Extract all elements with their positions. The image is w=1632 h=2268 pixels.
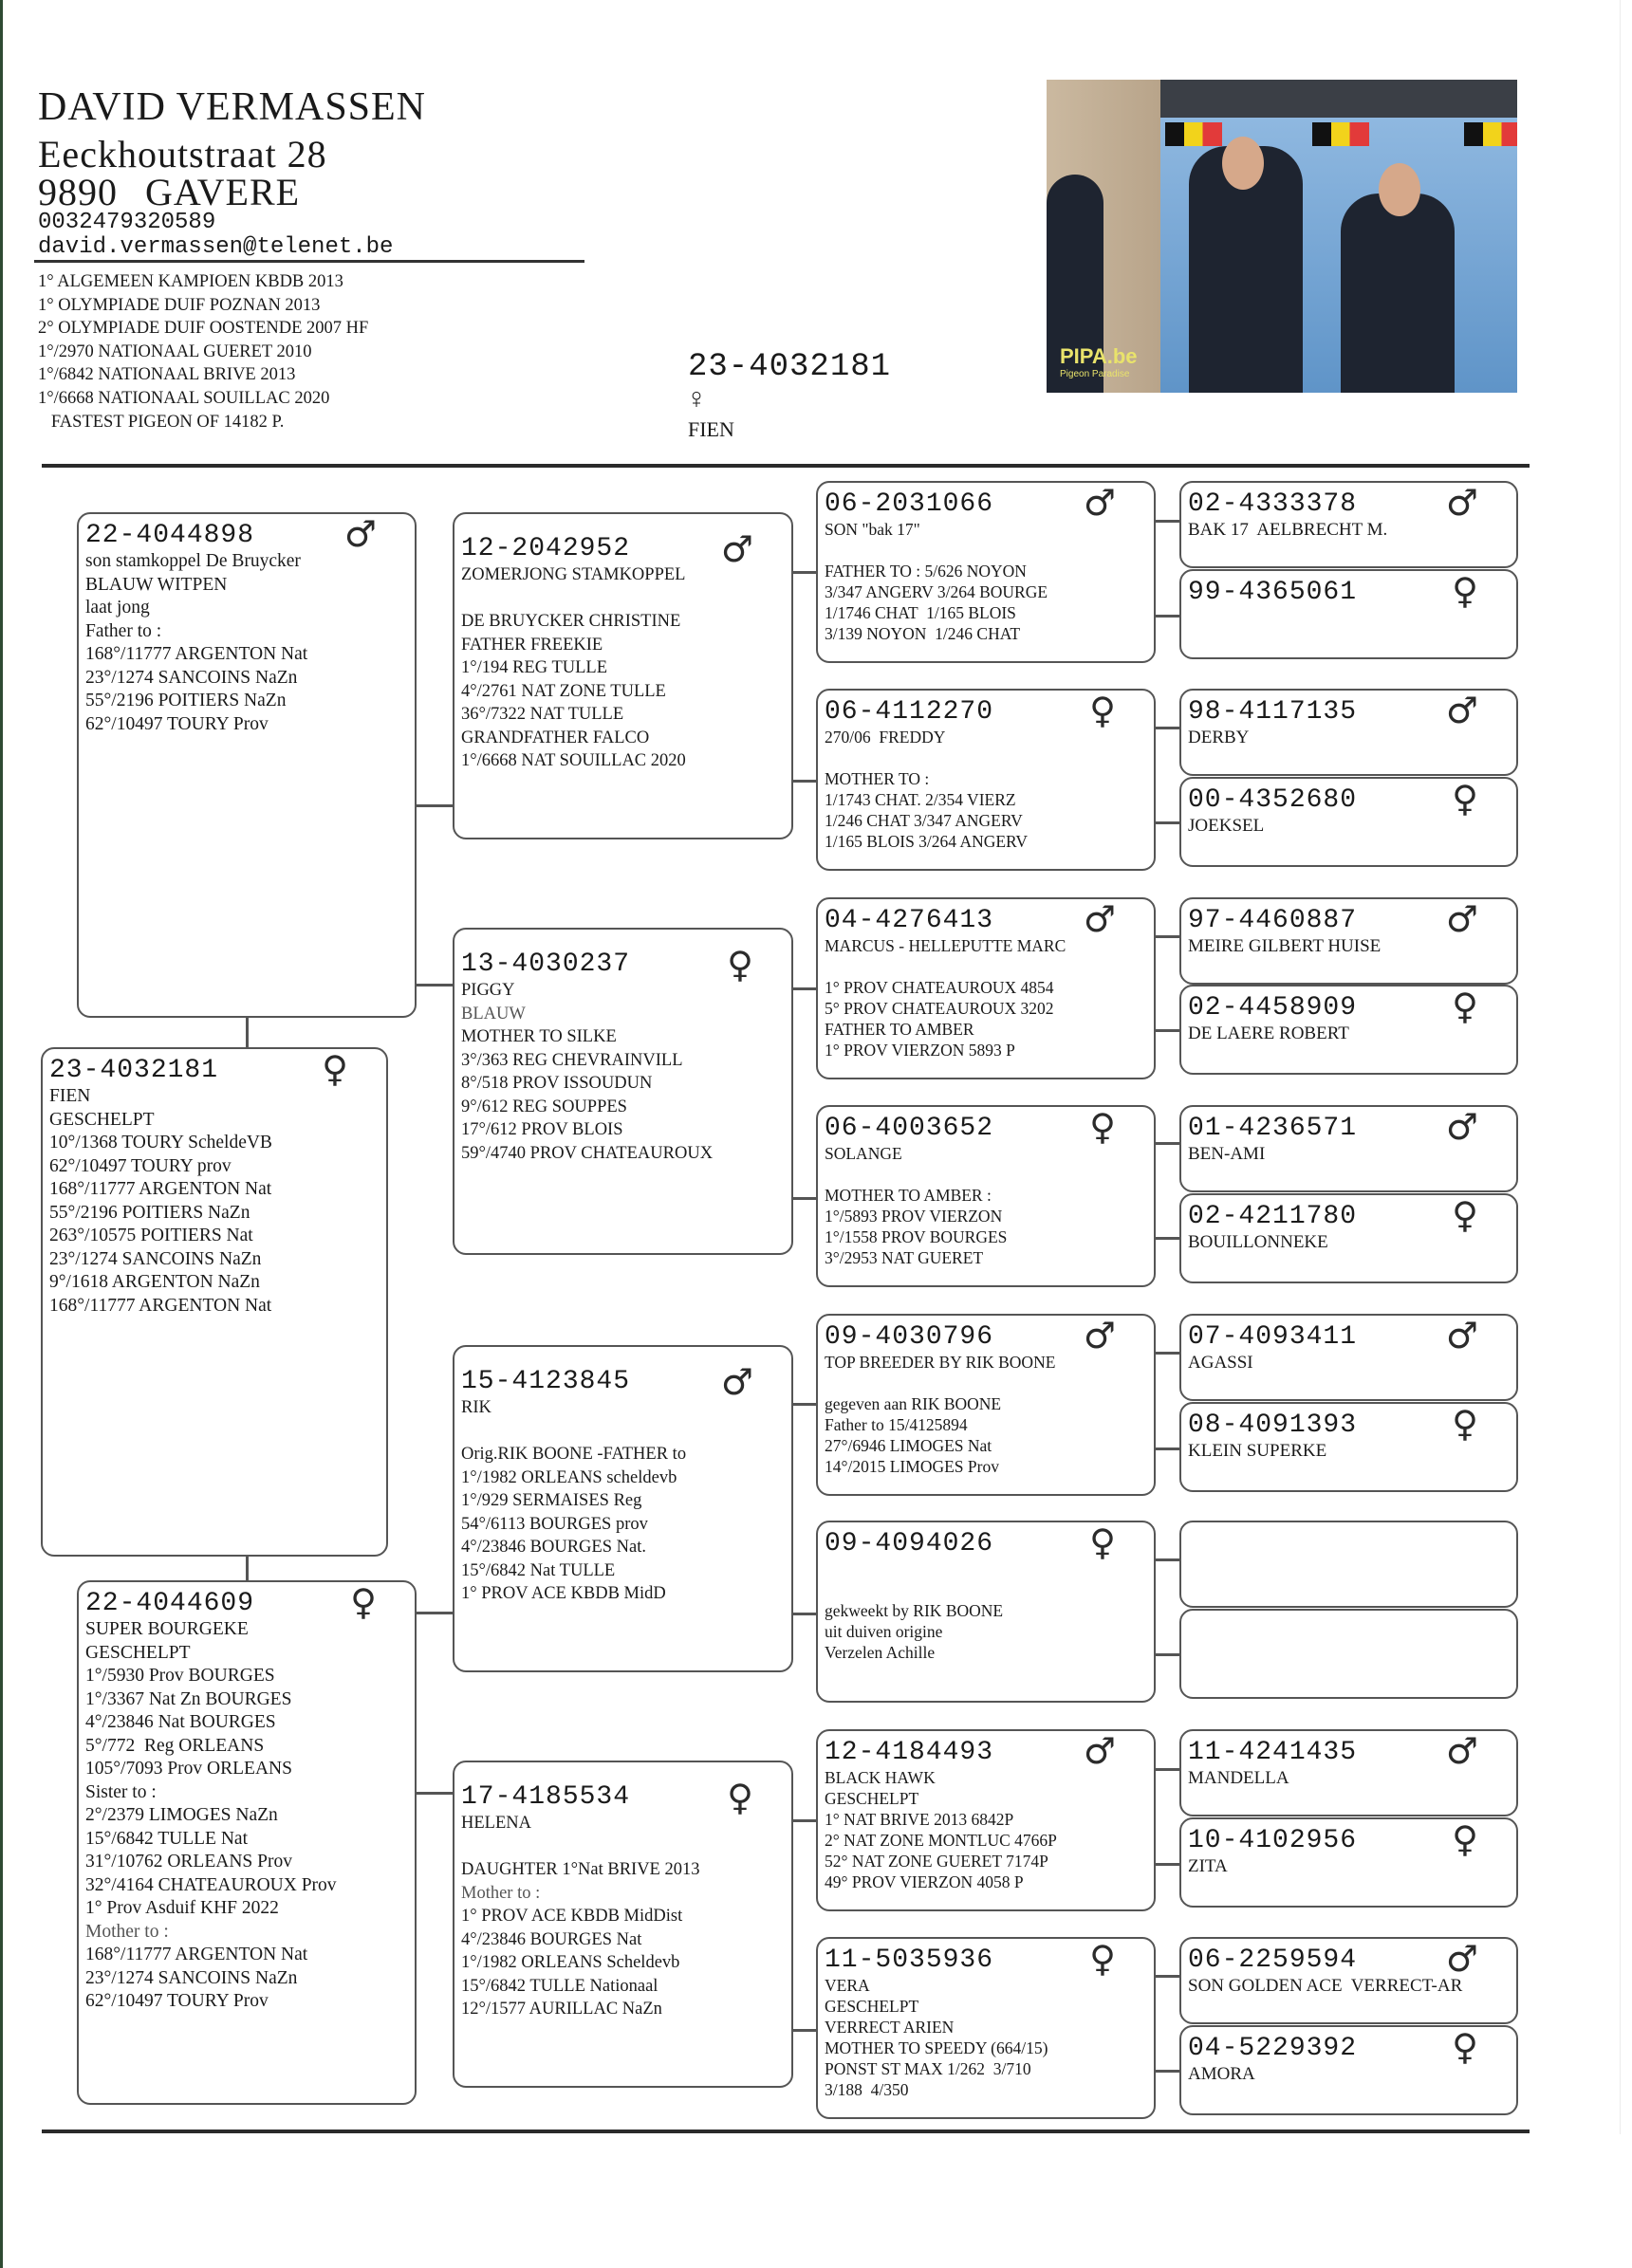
pedigree-box-gen5-13[interactable]: [1179, 1729, 1518, 1816]
ring-number: 06-4003652: [825, 1114, 994, 1143]
detail-line: Sister to :: [85, 1781, 157, 1802]
detail-line: 1/1743 CHAT. 2/354 VIERZ: [825, 790, 1016, 809]
detail-line: Mother to :: [85, 1921, 169, 1942]
connector-line: [246, 1017, 249, 1049]
pedigree-box-gen5-3[interactable]: [1179, 689, 1518, 776]
female-icon: ♀: [350, 1581, 377, 1623]
connector-line: [415, 984, 453, 986]
female-icon: ♀: [1089, 690, 1116, 731]
pedigree-box-gen4-2[interactable]: [816, 689, 1156, 871]
female-icon: ♀: [1452, 1194, 1478, 1236]
detail-line: FATHER FREEKIE: [461, 635, 603, 655]
detail-line: GESCHELPT: [825, 1789, 919, 1808]
detail-line: DE BRUYCKER CHRISTINE: [461, 612, 681, 631]
detail-line: 10°/1368 TOURY ScheldeVB: [49, 1133, 272, 1152]
detail-line: 1/1746 CHAT 1/165 BLOIS: [825, 603, 1016, 622]
pedigree-box-gen5-16[interactable]: [1179, 2025, 1518, 2115]
detail-line: 168°/11777 ARGENTON Nat: [85, 644, 308, 664]
detail-line: gegeven aan RIK BOONE: [825, 1394, 1002, 1413]
detail-line: GESCHELPT: [49, 1109, 155, 1130]
pedigree-box-gen5-15[interactable]: [1179, 1937, 1518, 2024]
detail-line: [825, 1373, 1144, 1393]
connector-line: [246, 1554, 249, 1582]
achievement-item: 1°/6842 NATIONAAL BRIVE 2013: [38, 365, 296, 385]
detail-line: laat jong: [85, 598, 150, 618]
detail-line: 4°/2761 NAT ZONE TULLE: [461, 681, 666, 701]
pipa-logo-text: PIPA.be: [1060, 344, 1138, 368]
connector-line: [1154, 1237, 1180, 1240]
detail-line: 168°/11777 ARGENTON Nat: [85, 1945, 308, 1964]
detail-line: BEN-AMI: [1188, 1144, 1266, 1164]
detail-line: 31°/10762 ORLEANS Prov: [85, 1852, 292, 1872]
header-divider: [34, 260, 584, 263]
detail-line: Father to 15/4125894: [825, 1415, 968, 1434]
detail-line: 23°/1274 SANCOINS NaZn: [49, 1248, 262, 1269]
detail-line: SON GOLDEN ACE VERRECT-AR: [1188, 1976, 1463, 1996]
detail-line: GESCHELPT: [825, 1997, 919, 2016]
achievement-item: 1° OLYMPIADE DUIF POZNAN 2013: [38, 295, 321, 315]
detail-line: 105°/7093 Prov ORLEANS: [85, 1759, 292, 1779]
connector-line: [791, 1819, 818, 1822]
pedigree-box-sire[interactable]: [77, 512, 417, 1018]
ring-number: 06-2259594: [1188, 1945, 1358, 1975]
pedigree-box-subject[interactable]: [41, 1047, 388, 1557]
detail-line: ZOMERJONG STAMKOPPEL: [461, 565, 686, 584]
detail-line: 27°/6946 LIMOGES Nat: [825, 1436, 992, 1455]
achievement-item: 1°/2970 NATIONAAL GUERET 2010: [38, 341, 312, 361]
ring-number: 12-2042952: [461, 534, 631, 563]
ring-number: 11-5035936: [825, 1945, 994, 1975]
detail-line: 23°/1274 SANCOINS NaZn: [85, 667, 298, 688]
detail-line: MOTHER TO AMBER :: [825, 1186, 992, 1205]
female-icon: ♀: [727, 1777, 753, 1818]
belgian-flag-icon: [1312, 122, 1369, 146]
detail-line: 3/347 ANGERV 3/264 BOURGE: [825, 582, 1048, 601]
detail-line: 15°/6842 TULLE Nationaal: [461, 1976, 658, 1996]
connector-line: [1154, 1447, 1180, 1450]
box-details: [825, 519, 1144, 644]
detail-line: son stamkoppel De Bruycker: [85, 551, 301, 571]
detail-line: 270/06 FREDDY: [825, 728, 946, 747]
box-details: [461, 1396, 782, 1606]
male-icon: ♂: [1445, 1106, 1478, 1148]
box-details: [825, 1767, 1144, 1892]
detail-line: FATHER TO : 5/626 NOYON: [825, 562, 1027, 581]
detail-line: DAUGHTER 1°Nat BRIVE 2013: [461, 1860, 700, 1879]
male-icon: ♂: [343, 513, 377, 555]
detail-line: 62°/10497 TOURY Prov: [85, 713, 269, 734]
achievements-list: [38, 270, 368, 433]
pedigree-box-gen5-1[interactable]: [1179, 481, 1518, 568]
achievement-item: 1°/6668 NATIONAAL SOUILLAC 2020: [38, 388, 330, 408]
detail-line: Orig.RIK BOONE -FATHER to: [461, 1445, 687, 1464]
male-icon: ♂: [1445, 1938, 1478, 1980]
detail-line: 32°/4164 CHATEAUROUX Prov: [85, 1874, 337, 1895]
ring-number: 06-2031066: [825, 489, 994, 519]
detail-line: [461, 1835, 782, 1859]
pedigree-box-dam[interactable]: [77, 1580, 417, 2105]
achievement-item: 1° ALGEMEEN KAMPIOEN KBDB 2013: [38, 272, 343, 291]
male-icon: ♂: [1083, 1730, 1116, 1772]
pedigree-box-gen5-5[interactable]: [1179, 897, 1518, 985]
male-icon: ♂: [1445, 1730, 1478, 1772]
photo-face: [1222, 137, 1264, 190]
pedigree-box-gen5-7[interactable]: [1179, 1105, 1518, 1192]
pedigree-box-gen5-8[interactable]: [1179, 1193, 1518, 1283]
detail-line: 1°/1982 ORLEANS Scheldevb: [461, 1953, 680, 1972]
female-icon: ♀: [322, 1048, 348, 1090]
male-icon: ♂: [720, 1361, 753, 1403]
detail-line: GESCHELPT: [85, 1642, 191, 1663]
connector-line: [1154, 1029, 1180, 1032]
breeder-email[interactable]: david.vermassen@telenet.be: [38, 234, 394, 260]
subject-name: FIEN: [688, 417, 734, 441]
male-icon: ♂: [1445, 482, 1478, 524]
female-icon: ♀: [1452, 1403, 1478, 1445]
male-icon: ♂: [1445, 690, 1478, 731]
detail-line: 3°/363 REG CHEVRAINVILL: [461, 1050, 683, 1070]
ring-number: 12-4184493: [825, 1738, 994, 1767]
pedigree-box-gen5-6[interactable]: [1179, 985, 1518, 1075]
box-details: [825, 935, 1144, 1060]
ring-number: 00-4352680: [1188, 785, 1358, 815]
detail-line: gekweekt by RIK BOONE: [825, 1601, 1004, 1620]
scan-edge-right: [1620, 0, 1621, 2134]
belgian-flag-icon: [1165, 122, 1222, 146]
pedigree-box-gen4-4[interactable]: [816, 1105, 1156, 1287]
ring-number: 99-4365061: [1188, 578, 1358, 607]
detail-line: MOTHER TO SPEEDY (664/15): [825, 2038, 1048, 2057]
connector-line: [1154, 1768, 1180, 1771]
breeder-street: Eeckhoutstraat 28: [38, 133, 327, 175]
detail-line: 1° PROV CHATEAUROUX 4854: [825, 978, 1054, 997]
pedigree-bottom-rule: [42, 2130, 1530, 2133]
detail-line: 1° Prov Asduif KHF 2022: [85, 1898, 279, 1918]
achievement-item: FASTEST PIGEON OF 14182 P.: [38, 412, 285, 432]
subject-label: [688, 351, 891, 442]
detail-line: [825, 956, 1144, 977]
connector-line: [1154, 727, 1180, 729]
pedigree-box-gen3-3[interactable]: [453, 1345, 793, 1672]
detail-line: 1°/5893 PROV VIERZON: [825, 1207, 1003, 1226]
detail-line: 1°/3367 Nat Zn BOURGES: [85, 1688, 292, 1709]
detail-line: BLAUW WITPEN: [85, 574, 228, 595]
detail-line: BOUILLONNEKE: [1188, 1232, 1328, 1252]
achievement-item: 2° OLYMPIADE DUIF OOSTENDE 2007 HF: [38, 319, 369, 339]
detail-line: 15°/6842 TULLE Nat: [85, 1828, 248, 1849]
male-icon: ♂: [720, 528, 753, 570]
detail-line: 2°/2379 LIMOGES NaZn: [85, 1805, 278, 1825]
detail-line: 263°/10575 POITIERS Nat: [49, 1226, 253, 1245]
detail-line: Father to :: [85, 620, 162, 641]
detail-line: TOP BREEDER BY RIK BOONE: [825, 1353, 1056, 1372]
box-details: [825, 1143, 1144, 1268]
box-details: [85, 550, 405, 736]
connector-line: [791, 1613, 818, 1615]
detail-line: 55°/2196 POITIERS NaZn: [49, 1202, 250, 1223]
detail-line: 4°/23846 BOURGES Nat: [461, 1929, 642, 1949]
detail-line: 1°/194 REG TULLE: [461, 658, 608, 677]
detail-line: AMORA: [1188, 2064, 1255, 2084]
detail-line: Verzelen Achille: [825, 1643, 936, 1662]
detail-line: MANDELLA: [1188, 1768, 1289, 1788]
male-icon: ♂: [1083, 898, 1116, 940]
connector-line: [1154, 2070, 1180, 2073]
ring-number: 17-4185534: [461, 1782, 631, 1812]
breeder-name: DAVID VERMASSEN: [38, 85, 427, 129]
detail-line: Mother to :: [461, 1883, 541, 1903]
pedigree-box-gen4-3[interactable]: [816, 897, 1156, 1079]
detail-line: ZITA: [1188, 1856, 1228, 1876]
detail-line: MOTHER TO :: [825, 769, 930, 788]
detail-line: 1°/929 SERMAISES Reg: [461, 1491, 642, 1510]
connector-line: [791, 1403, 818, 1406]
photo-face: [1379, 163, 1420, 216]
detail-line: 55°/2196 POITIERS NaZn: [85, 691, 287, 710]
connector-line: [415, 804, 453, 807]
detail-line: 3/188 4/350: [825, 2080, 909, 2099]
detail-line: 168°/11777 ARGENTON Nat: [49, 1179, 272, 1199]
box-details: [825, 727, 1144, 852]
pedigree-box-gen4-6[interactable]: [816, 1521, 1156, 1703]
connector-line: [791, 2029, 818, 2032]
detail-line: 17°/612 PROV BLOIS: [461, 1120, 623, 1139]
pedigree-box-gen4-5[interactable]: [816, 1314, 1156, 1496]
detail-line: MEIRE GILBERT HUISE: [1188, 936, 1382, 956]
pedigree-box-gen4-1[interactable]: [816, 481, 1156, 663]
detail-line: 8°/518 PROV ISSOUDUN: [461, 1074, 653, 1093]
detail-line: 1°/5930 Prov BOURGES: [85, 1666, 275, 1686]
breeder-award-photo: [1047, 80, 1517, 393]
detail-line: DE LAERE ROBERT: [1188, 1023, 1349, 1043]
detail-line: FATHER TO AMBER: [825, 1020, 974, 1039]
detail-line: 62°/10497 TOURY prov: [49, 1155, 232, 1176]
ring-number: 02-4458909: [1188, 993, 1358, 1023]
detail-line: 3/139 NOYON 1/246 CHAT: [825, 624, 1021, 643]
breeder-phone: 0032479320589: [38, 210, 216, 235]
detail-line: JOEKSEL: [1188, 816, 1265, 836]
box-details: [461, 1812, 782, 2021]
scan-edge: [0, 0, 3, 2268]
detail-line: MOTHER TO SILKE: [461, 1027, 617, 1046]
detail-line: 1/246 CHAT 3/347 ANGERV: [825, 811, 1023, 830]
connector-line: [791, 987, 818, 990]
box-details: [825, 1975, 1144, 2100]
detail-line: [825, 1579, 1144, 1600]
detail-line: 1° PROV VIERZON 5893 P: [825, 1041, 1015, 1060]
female-icon: ♀: [1452, 2026, 1478, 2068]
detail-line: VERA: [825, 1976, 870, 1995]
detail-line: PIGGY: [461, 981, 515, 1000]
ring-number: 08-4091393: [1188, 1411, 1358, 1440]
ring-number: 01-4236571: [1188, 1114, 1358, 1143]
detail-line: GRANDFATHER FALCO: [461, 728, 650, 747]
connector-line: [1154, 1142, 1180, 1145]
ring-number: 22-4044609: [85, 1589, 255, 1618]
photo-person: [1341, 194, 1455, 393]
detail-line: 4°/23846 BOURGES Nat.: [461, 1538, 646, 1557]
connector-line: [791, 780, 818, 783]
pedigree-box-gen3-1[interactable]: [453, 512, 793, 839]
ring-number: 04-4276413: [825, 906, 994, 935]
detail-line: 1/165 BLOIS 3/264 ANGERV: [825, 832, 1028, 851]
detail-line: BAK 17 AELBRECHT M.: [1188, 520, 1388, 540]
ring-number: 11-4241435: [1188, 1738, 1358, 1767]
detail-line: 23°/1274 SANCOINS NaZn: [85, 1967, 298, 1988]
ring-number: 22-4044898: [85, 521, 255, 550]
detail-line: 62°/10497 TOURY Prov: [85, 1991, 269, 2011]
detail-line: 9°/612 REG SOUPPES: [461, 1097, 627, 1116]
ring-number: 23-4032181: [49, 1056, 219, 1085]
detail-line: 12°/1577 AURILLAC NaZn: [461, 2000, 662, 2019]
box-details: [461, 563, 782, 773]
detail-line: AGASSI: [1188, 1353, 1253, 1373]
box-details: [825, 1558, 1144, 1663]
connector-line: [1154, 615, 1180, 618]
pipa-logo: [1060, 344, 1138, 379]
ring-number: 04-5229392: [1188, 2034, 1358, 2063]
pedigree-box-gen5-9[interactable]: [1179, 1314, 1518, 1401]
connector-line: [791, 571, 818, 574]
female-icon: ♀: [1452, 778, 1478, 820]
connector-line: [1154, 1352, 1180, 1355]
detail-line: 14°/2015 LIMOGES Prov: [825, 1457, 999, 1476]
pedigree-box-empty[interactable]: [1179, 1521, 1518, 1608]
detail-line: [461, 1420, 782, 1444]
female-icon: ♀: [1452, 986, 1478, 1027]
connector-line: [1154, 1653, 1180, 1656]
detail-line: 1° NAT BRIVE 2013 6842P: [825, 1810, 1014, 1829]
ring-number: 10-4102956: [1188, 1826, 1358, 1855]
ring-number: 07-4093411: [1188, 1322, 1358, 1352]
detail-line: 49° PROV VIERZON 4058 P: [825, 1872, 1024, 1891]
detail-line: 36°/7322 NAT TULLE: [461, 705, 624, 724]
detail-line: VERRECT ARIEN: [825, 2018, 955, 2037]
ring-number: 13-4030237: [461, 950, 631, 979]
connector-line: [791, 1197, 818, 1200]
detail-line: 9°/1618 ARGENTON NaZn: [49, 1272, 260, 1292]
ring-number: 09-4030796: [825, 1322, 994, 1352]
detail-line: 1°/1558 PROV BOURGES: [825, 1227, 1008, 1246]
connector-line: [1154, 1558, 1180, 1561]
pedigree-box-gen3-2[interactable]: [453, 928, 793, 1255]
detail-line: BLACK HAWK: [825, 1768, 936, 1787]
ring-number: 02-4333378: [1188, 489, 1358, 519]
detail-line: 2° NAT ZONE MONTLUC 4766P: [825, 1831, 1057, 1850]
connector-line: [1154, 1975, 1180, 1978]
female-icon: ♀: [1089, 1521, 1116, 1563]
box-details: [49, 1085, 377, 1318]
female-icon: ♀: [1089, 1106, 1116, 1148]
ring-number: 15-4123845: [461, 1367, 631, 1396]
detail-line: 5° PROV CHATEAUROUX 3202: [825, 999, 1054, 1018]
detail-line: 1°/6668 NAT SOUILLAC 2020: [461, 751, 686, 770]
connector-line: [1154, 520, 1180, 523]
detail-line: 54°/6113 BOURGES prov: [461, 1514, 648, 1534]
male-icon: ♂: [1445, 1315, 1478, 1356]
detail-line: 15°/6842 Nat TULLE: [461, 1560, 616, 1580]
female-icon: ♀: [727, 944, 753, 986]
ring-number: 97-4460887: [1188, 906, 1358, 935]
male-icon: ♂: [1445, 898, 1478, 940]
belgian-flag-icon: [1464, 122, 1517, 146]
female-icon: ♀: [688, 385, 706, 417]
detail-line: PONST ST MAX 1/262 3/710: [825, 2059, 1031, 2078]
detail-line: SUPER BOURGEKE: [85, 1619, 249, 1639]
detail-line: SOLANGE: [825, 1144, 902, 1163]
detail-line: 168°/11777 ARGENTON Nat: [49, 1295, 272, 1316]
detail-line: FIEN: [49, 1086, 91, 1106]
connector-line: [415, 1612, 453, 1614]
detail-line: KLEIN SUPERKE: [1188, 1441, 1327, 1461]
pedigree-box-gen4-8[interactable]: [816, 1937, 1156, 2119]
detail-line: 52° NAT ZONE GUERET 7174P: [825, 1852, 1048, 1871]
male-icon: ♂: [1083, 1315, 1116, 1356]
connector-line: [1154, 935, 1180, 938]
detail-line: SON "bak 17": [825, 520, 920, 539]
detail-line: MARCUS - HELLEPUTTE MARC: [825, 936, 1066, 955]
pedigree-top-rule: [42, 464, 1530, 468]
female-icon: ♀: [1452, 1818, 1478, 1860]
connector-line: [1154, 821, 1180, 824]
detail-line: 3°/2953 NAT GUERET: [825, 1248, 984, 1267]
pedigree-box-gen5-14[interactable]: [1179, 1817, 1518, 1908]
detail-line: [825, 1164, 1144, 1185]
ring-number: 09-4094026: [825, 1529, 994, 1558]
ring-number: 06-4112270: [825, 697, 994, 727]
pipa-logo-subtext: Pigeon Paradise: [1060, 369, 1130, 379]
connector-line: [1154, 1863, 1180, 1866]
pedigree-box-gen4-7[interactable]: [816, 1729, 1156, 1911]
detail-line: 5°/772 Reg ORLEANS: [85, 1735, 265, 1756]
breeder-city: 9890 GAVERE: [38, 171, 301, 213]
pedigree-box-empty[interactable]: [1179, 1609, 1518, 1699]
detail-line: [825, 747, 1144, 768]
detail-line: [461, 587, 782, 611]
detail-line: 1° PROV ACE KBDB MidDist: [461, 1907, 683, 1926]
pedigree-box-gen5-2[interactable]: [1179, 569, 1518, 659]
female-icon: ♀: [1089, 1938, 1116, 1980]
subject-ring: 23-4032181: [688, 349, 892, 385]
box-details: [461, 979, 782, 1165]
ring-number: 98-4117135: [1188, 697, 1358, 727]
box-details: [85, 1618, 405, 2014]
detail-line: 1° PROV ACE KBDB MidD: [461, 1584, 666, 1603]
detail-line: 4°/23846 Nat BOURGES: [85, 1712, 276, 1732]
detail-line: HELENA: [461, 1814, 531, 1833]
pedigree-box-gen3-4[interactable]: [453, 1761, 793, 2088]
connector-line: [415, 1792, 453, 1795]
detail-line: [825, 540, 1144, 561]
detail-line: 59°/4740 PROV CHATEAUROUX: [461, 1143, 714, 1163]
detail-line: DERBY: [1188, 728, 1250, 747]
male-icon: ♂: [1083, 482, 1116, 524]
detail-line: uit duiven origine: [825, 1622, 943, 1641]
pedigree-box-gen5-10[interactable]: [1179, 1402, 1518, 1492]
box-details: [825, 1352, 1144, 1477]
detail-line: BLAUW: [461, 1004, 526, 1023]
detail-line: 1°/1982 ORLEANS scheldevb: [461, 1467, 677, 1487]
ring-number: 02-4211780: [1188, 1202, 1358, 1231]
detail-line: RIK: [461, 1398, 491, 1417]
pedigree-box-gen5-4[interactable]: [1179, 777, 1518, 867]
female-icon: ♀: [1452, 570, 1478, 612]
